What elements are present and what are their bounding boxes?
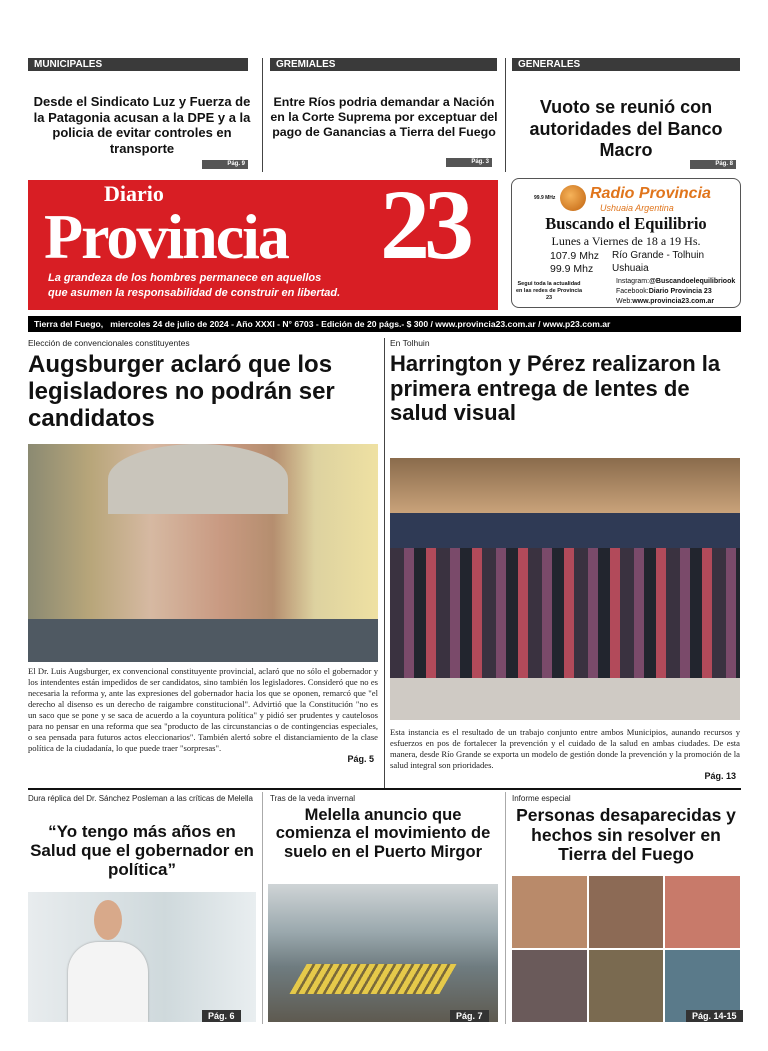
teaser-headline[interactable]: Entre Ríos podria demandar a Nación en la Corte Suprema por exceptuar del pago de Ganancias a Tierra del Fuego (270, 95, 498, 139)
dateline-bar: Tierra del Fuego, miercoles 24 de julio de 2024 - Año XXXI - N° 6703 - Edición de 20 págs.- $ 300 / www.provincia23.com.ar / www.p23.com.ar (28, 316, 741, 332)
divider (505, 58, 506, 172)
photo-augsburger (28, 444, 378, 662)
body-text: El Dr. Luis Augsburger, ex convencional constituyente provincial, aclaró que no sólo el gobernador y los intendentes están impedidos de ser candidatos, sino también los legisladores. Consideró que no es necesaria la reforma y, ante las expresiones del gobernador hacia los que se oponen, remarcó que "el derecho al disenso es un derecho de raigambre constitucional". Advirtió que la Constitución "no es un saco que se pone y se saca de acuerdo a la coyuntura política" y pidió ser prudentes y cautelosos para no pensar en una reforma que sea "producto de las circunstancias o de contingencias especiales, o sea pensada para futuros actos eleccionarios". También alertó sobre el distanciamiento de la clase política de la ciudadanía, lo que puede traer "sorpresas". (28, 666, 378, 753)
kicker: Elección de convencionales constituyentes (28, 338, 190, 348)
label: Web: (616, 298, 633, 305)
ceiling (390, 458, 740, 513)
radio-sub: Ushuaia Argentina (600, 203, 674, 213)
page-ref: Pág. 8 (690, 160, 736, 169)
facebook-handle: Diario Provincia 23 (648, 288, 712, 295)
headline[interactable]: “Yo tengo más años en Salud que el gobernador en política” (30, 822, 254, 880)
masthead[interactable] (28, 169, 498, 310)
label: Instagram: (616, 278, 650, 285)
portrait (512, 876, 587, 948)
radio-brand: Radio Provincia (590, 185, 711, 202)
instagram-handle: @Buscandoelequilibriook (649, 278, 736, 285)
page-ref: Pág. 7 (450, 1010, 489, 1022)
kicker: En Tolhuin (390, 338, 430, 348)
page-ref: Pág. 13 (704, 771, 736, 781)
kicker: Dura réplica del Dr. Sánchez Posleman a las críticas de Melella (28, 794, 253, 803)
page-ref: Pág. 9 (202, 160, 248, 169)
divider (384, 338, 385, 788)
city-2: Ushuaia (612, 263, 649, 274)
web-line[interactable] (616, 297, 714, 306)
teaser-headline[interactable]: Vuoto se reunió con autoridades del Banco Macro (529, 97, 723, 161)
body-column (28, 666, 378, 765)
rule (28, 788, 741, 790)
portrait (665, 876, 740, 948)
schedule: Lunes a Viernes de 18 a 19 Hs. (551, 234, 701, 248)
page-ref: Pág. 5 (347, 754, 374, 764)
city-1: Río Grande - Tolhuin (612, 250, 705, 261)
kicker: Informe especial (512, 794, 571, 803)
program-title: Buscando el Equilibrio (545, 214, 707, 233)
photo-group (390, 458, 740, 720)
photo-collage (512, 876, 740, 1022)
label: Facebook: (616, 288, 649, 295)
floor (390, 678, 740, 720)
section-label: MUNICIPALES (28, 58, 248, 71)
divider (262, 58, 263, 172)
body-column (390, 727, 740, 782)
headline[interactable]: Melella anuncio que comienza el movimiento de suelo en el Puerto Mirgor (275, 806, 491, 861)
hair (108, 444, 288, 514)
section-label: GENERALES (512, 58, 740, 71)
face (94, 900, 122, 940)
page-ref: Pág. 6 (202, 1010, 241, 1022)
teaser-headline[interactable]: Desde el Sindicato Luz y Fuerza de la Patagonia acusan a la DPE y a la policia de evitar controles en transporte (33, 94, 251, 156)
freq-badge: 99.9 MHz (534, 195, 556, 201)
freq-1: 107.9 Mhz (550, 250, 600, 262)
section-label: GREMIALES (270, 58, 497, 71)
web-link: www.provincia23.com.ar (632, 298, 715, 305)
headline[interactable]: Personas desaparecidas y hechos sin resolver en Tierra del Fuego (516, 805, 736, 865)
follow-text: Segui toda la actualidad en las redes de Provincia 23 (515, 281, 583, 301)
portrait (512, 950, 587, 1022)
facebook-line[interactable] (616, 287, 712, 296)
instagram-line[interactable] (616, 277, 735, 286)
portrait (589, 950, 664, 1022)
masthead-diario: Diario (104, 181, 164, 206)
divider (262, 792, 263, 1024)
headline[interactable]: Augsburger aclaró que los legisladores no podrán ser candidatos (28, 351, 335, 432)
containers (289, 964, 456, 994)
masthead-name: Provincia (44, 201, 288, 272)
radio-logo-icon (560, 185, 586, 211)
sweater (28, 619, 378, 662)
photo-puerto-mirgor (268, 884, 498, 1022)
headline[interactable]: Harrington y Pérez realizaron la primera entrega de lentes de salud visual (390, 351, 721, 426)
radio-ad[interactable] (511, 178, 741, 308)
body-text: Esta instancia es el resultado de un trabajo conjunto entre ambos Municipios, aunando recursos y esfuerzos en pos de fortalecer la prevención y el cuidado de la salud en ambas ciudades. De esta manera, desde Río Grande se exporta un modelo de gestión donde la prevención y la promoción de la salud integral son prioridades. (390, 727, 740, 770)
portrait (589, 876, 664, 948)
page-ref: Pág. 3 (446, 158, 492, 167)
masthead-number: 23 (380, 169, 468, 280)
divider (505, 792, 506, 1024)
tagline: que asumen la responsabilidad de construir en libertad. (48, 287, 341, 299)
photo-sanchez-posleman (28, 892, 256, 1022)
tagline: La grandeza de los hombres permanece en aquellos (48, 272, 322, 284)
white-coat (68, 942, 148, 1022)
freq-2: 99.9 Mhz (550, 263, 594, 275)
page-ref: Pág. 14-15 (686, 1010, 743, 1022)
kicker: Tras de la veda invernal (270, 794, 356, 803)
people (390, 548, 740, 678)
